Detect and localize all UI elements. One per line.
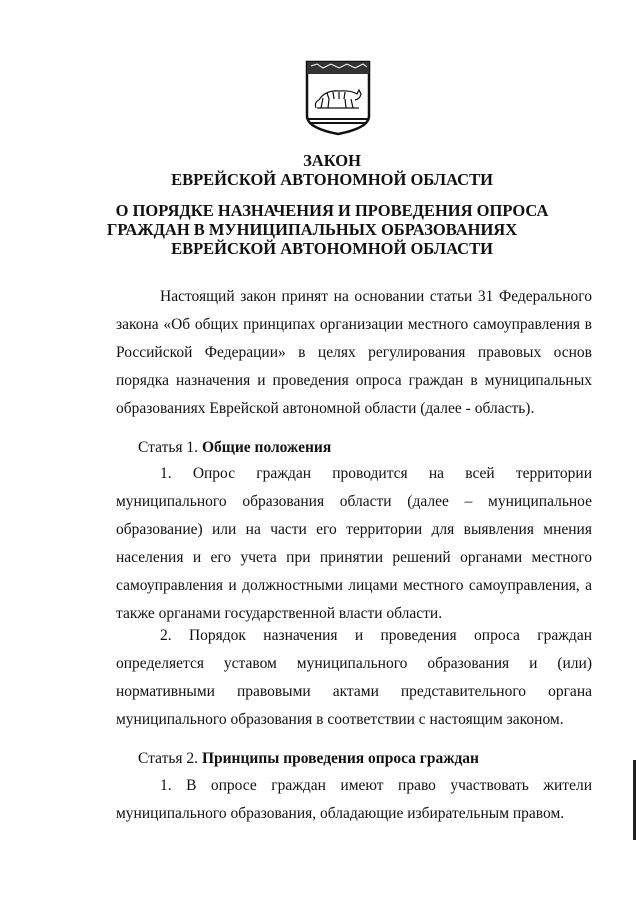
subject-line-1: О ПОРЯДКЕ НАЗНАЧЕНИЯ И ПРОВЕДЕНИЯ ОПРОСА	[115, 201, 549, 220]
law-label: ЗАКОН	[303, 151, 361, 170]
article-1-paragraph-1: 1. Опрос граждан проводится на всей территории муниципального образования области (далее – муниципальное образование) или на части его территории для выявления мнения населения и его учета при принятии решений органами местного самоуправления и должностными лицами местного самоуправления, а также органами государственной власти области.	[116, 465, 592, 622]
article-2-heading	[138, 750, 479, 768]
article-1-paragraph-2: 2. Порядок назначения и проведения опроса граждан определяется уставом муниципального образования и (или) нормативными правовыми актами представительного органа муниципального образования в соответствии с настоящим законом.	[116, 627, 592, 728]
region-label: ЕВРЕЙСКОЙ АВТОНОМНОЙ ОБЛАСТИ	[171, 170, 493, 189]
preamble-paragraph: Настоящий закон принят на основании статьи 31 Федерального закона «Об общих принципах организации местного самоуправления в Российской Федерации» в целях регулирования правовых основ порядка назначения и проведения опроса граждан в муниципальных образованиях Еврейской автономной области (далее - область).	[116, 288, 592, 417]
law-title-block	[12, 151, 640, 189]
article-1-title: Общие положения	[201, 439, 332, 456]
article-1-prefix: Статья 1.	[138, 439, 199, 456]
law-subject-block	[12, 201, 640, 258]
scan-edge-line	[633, 760, 636, 840]
article-2-paragraph-1: 1. В опросе граждан имеют право участвовать жители муниципального образования, обладающие избирательным правом.	[116, 777, 592, 822]
article-1-heading	[138, 439, 331, 457]
article-2-title: Принципы проведения опроса граждан	[201, 750, 479, 767]
coat-of-arms-emblem	[303, 58, 373, 136]
subject-line-3: ЕВРЕЙСКОЙ АВТОНОМНОЙ ОБЛАСТИ	[171, 239, 493, 258]
subject-line-2: ГРАЖДАН В МУНИЦИПАЛЬНЫХ ОБРАЗОВАНИЯХ	[106, 220, 518, 239]
article-2-prefix: Статья 2.	[138, 750, 199, 767]
